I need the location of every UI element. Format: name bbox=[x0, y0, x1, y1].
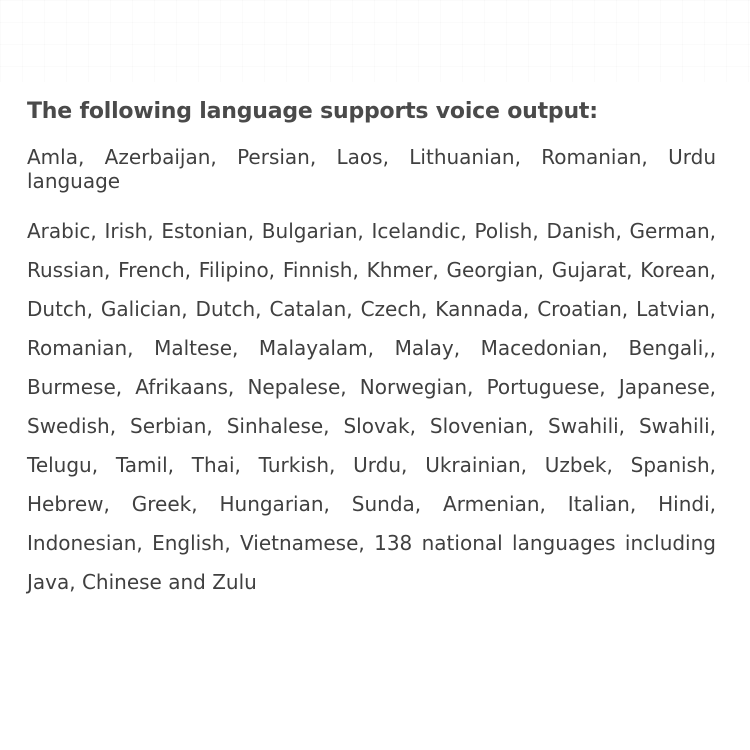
language-info-section bbox=[27, 96, 716, 602]
section-heading: The following language supports voice output: bbox=[27, 99, 598, 124]
decorative-grid-background bbox=[0, 0, 750, 82]
languages-list-paragraph: Arabic, Irish, Estonian, Bulgarian, Icelandic, Polish, Danish, German, Russian, French, Filipino, Finnish, Khmer, Georgian, Gujarat, Korean, Dutch, Galician, Dutch, Catalan, Czech, Kannada, Croatian, Latvian, Romanian, Maltese, Malayalam, Malay, Macedonian, Bengali,, Burmese, Afrikaans, Nepalese, Norwegian, Portuguese, Japanese, Swedish, Serbian, Sinhalese, Slovak, Slovenian, Swahili, Swahili, Telugu, Tamil, Thai, Turkish, Urdu, Ukrainian, Uzbek, Spanish, Hebrew, Greek, Hungarian, Sunda, Armenian, Italian, Hindi, Indonesian, English, Vietnamese, 138 national languages including Java, Chinese and Zulu bbox=[27, 219, 716, 594]
voice-languages-paragraph: Amla, Azerbaijan, Persian, Laos, Lithuanian, Romanian, Urdu language bbox=[27, 145, 716, 193]
